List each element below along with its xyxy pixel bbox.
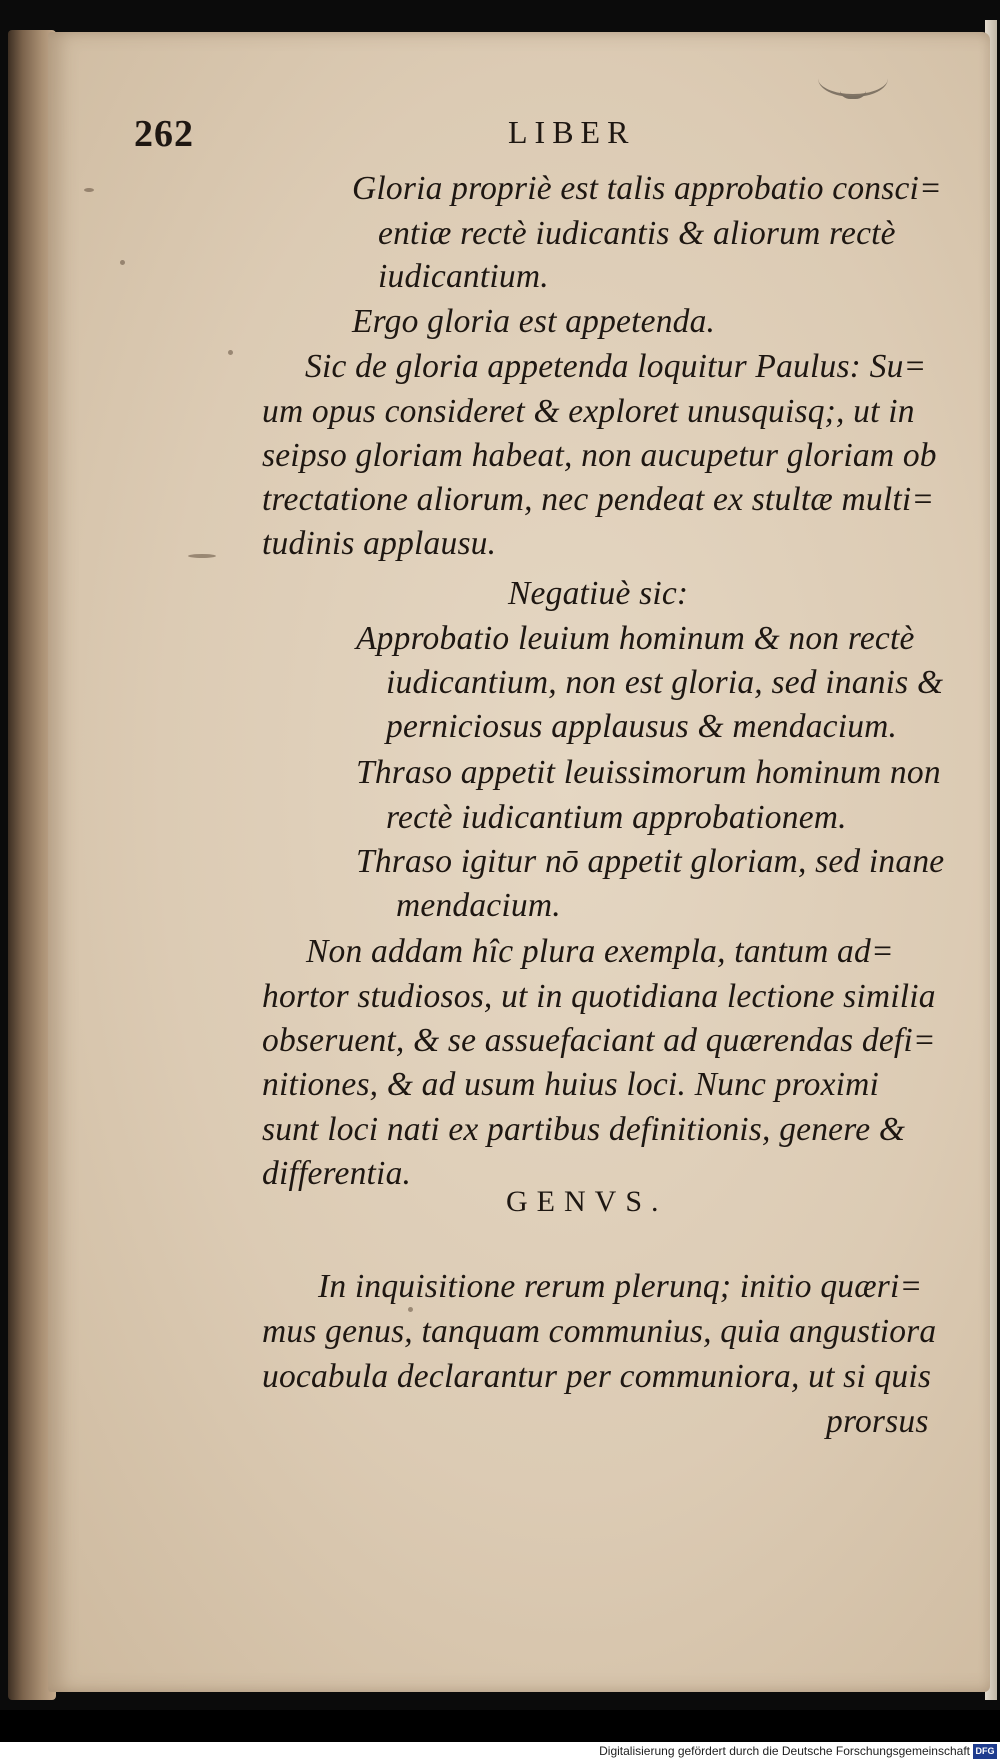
text-line: Thraso igitur nō appetit gloriam, sed inane xyxy=(356,843,945,880)
text-line: perniciosus applausus & mendacium. xyxy=(386,708,898,745)
paper-speck xyxy=(120,260,125,265)
text-line: um opus consideret & exploret unusquisq;, ut in xyxy=(262,393,915,430)
text-line: mendacium. xyxy=(396,887,561,924)
paper-speck xyxy=(228,350,233,355)
text-line: In inquisitione rerum plerunq; initio quæri= xyxy=(318,1268,923,1305)
text-line: Negatiuè sic: xyxy=(508,575,689,612)
text-line: Ergo gloria est appetenda. xyxy=(352,303,716,340)
text-line: hortor studiosos, ut in quotidiana lectione similia xyxy=(262,978,936,1015)
text-line: Approbatio leuium hominum & non rectè xyxy=(356,620,915,657)
text-line: iudicantium. xyxy=(378,258,549,295)
text-line: entiæ rectè iudicantis & aliorum rectè xyxy=(378,215,896,252)
text-line: Sic de gloria appetenda loquitur Paulus: Su= xyxy=(305,348,927,385)
text-line: differentia. xyxy=(262,1155,412,1192)
paper-speck xyxy=(84,188,94,192)
dfg-logo: DFG xyxy=(973,1744,997,1759)
text-line: seipso gloriam habeat, non aucupetur gloriam ob xyxy=(262,437,937,474)
page-number: 262 xyxy=(134,113,194,155)
text-line: mus genus, tanquam communius, quia angustiora xyxy=(262,1313,937,1350)
footer-credit: Digitalisierung gefördert durch die Deutsche Forschungsgemeinschaft xyxy=(599,1744,970,1758)
page-fold-mark xyxy=(818,60,888,97)
text-line: Gloria propriè est talis approbatio consci= xyxy=(352,170,942,207)
text-line: Non addam hîc plura exempla, tantum ad= xyxy=(306,933,894,970)
footer-bar xyxy=(0,1742,1000,1761)
running-head: LIBER xyxy=(508,114,636,150)
paper-speck xyxy=(188,554,216,558)
text-line: trectatione aliorum, nec pendeat ex stultæ multi= xyxy=(262,481,935,518)
section-heading: GENVS. xyxy=(506,1185,668,1218)
text-line: sunt loci nati ex partibus definitionis, genere & xyxy=(262,1111,906,1148)
text-line: obseruent, & se assuefaciant ad quærendas defi= xyxy=(262,1022,936,1059)
text-line: uocabula declarantur per communiora, ut si quis xyxy=(262,1358,932,1395)
text-line: nitiones, & ad usum huius loci. Nunc proximi xyxy=(262,1066,880,1103)
text-line: tudinis applausu. xyxy=(262,525,497,562)
catchword: prorsus xyxy=(826,1403,929,1440)
text-line: Thraso appetit leuissimorum hominum non xyxy=(356,754,941,791)
text-line: iudicantium, non est gloria, sed inanis & xyxy=(386,664,944,701)
paper-speck xyxy=(408,1307,413,1312)
text-line: rectè iudicantium approbationem. xyxy=(386,799,847,836)
